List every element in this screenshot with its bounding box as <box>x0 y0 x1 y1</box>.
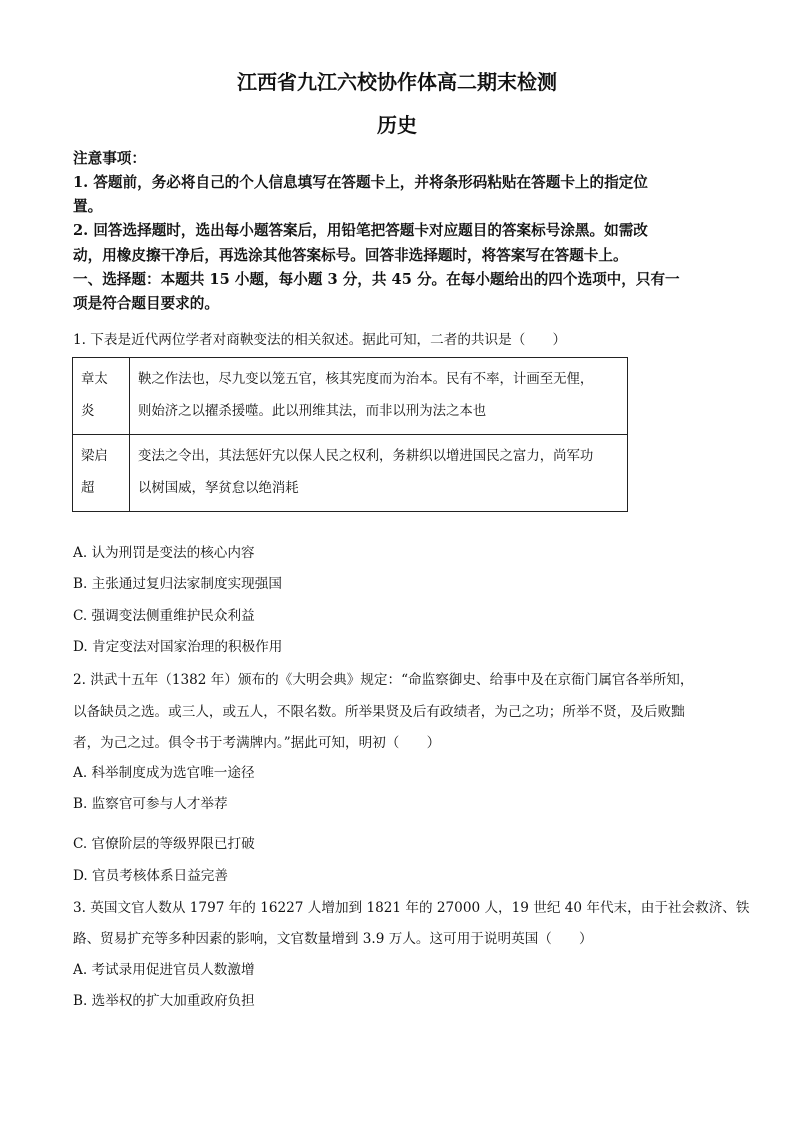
scholar-quote: 变法之令出，其法惩奸宄以保人民之权利，务耕织以增进国民之富力，尚军功 <box>138 449 594 464</box>
question-1-option-c: C. 强调变法侧重维护民众利益 <box>73 608 255 624</box>
question-1-stem: 1. 下表是近代两位学者对商鞅变法的相关叙述。据此可知，二者的共识是（ ） <box>73 332 567 348</box>
exam-title: 江西省九江六校协作体高二期末检测 <box>237 70 557 94</box>
exam-subject: 历史 <box>377 113 417 137</box>
scholar-name: 梁启 <box>81 449 108 464</box>
notice-item-2-line-2: 动，用橡皮擦干净后，再选涂其他答案标号。回答非选择题时，将答案写在答题卡上。 <box>73 247 628 264</box>
scholar-quote: 则始济之以擢杀援噬。此以刑维其法，而非以刑为法之本也 <box>138 404 487 419</box>
question-1-option-a: A. 认为刑罚是变法的核心内容 <box>73 545 255 561</box>
section-heading-line-1: 一、选择题：本题共 15 小题，每小题 3 分，共 45 分。在每小题给出的四个选项中，只有一 <box>73 271 680 288</box>
question-3-option-b: B. 选举权的扩大加重政府负担 <box>73 993 255 1009</box>
question-3-stem-line-2: 路、贸易扩充等多种因素的影响，文官数量增到 3.9 万人。这可用于说明英国（ ） <box>73 931 593 947</box>
scholar-quote: 鞅之作法也，尽九变以笼五官，核其宪度而为治本。民有不率，计画至无俚， <box>138 372 594 387</box>
scholar-name-cell <box>73 358 130 435</box>
scholar-name: 超 <box>81 481 95 496</box>
scholar-name: 章太 <box>81 372 108 387</box>
scholar-quote: 以树国威，孥贫怠以绝消耗 <box>138 481 299 496</box>
section-heading-line-2: 项是符合题目要求的。 <box>73 295 219 312</box>
question-1-table <box>72 357 628 512</box>
notice-heading: 注意事项： <box>73 150 146 167</box>
question-2-stem-line-2: 以备缺员之选。或三人，或五人，不限名数。所举果贤及后有政绩者，为己之功；所举不贤，及后败黜 <box>73 704 685 720</box>
table-row <box>73 435 628 512</box>
notice-item-1-line-2: 置。 <box>73 198 103 215</box>
scholar-quote-cell <box>130 358 628 435</box>
table-row <box>73 358 628 435</box>
notice-item-1-line-1: 1. 答题前，务必将自己的个人信息填写在答题卡上，并将条形码粘贴在答题卡上的指定位 <box>73 174 648 191</box>
question-2-option-d: D. 官员考核体系日益完善 <box>73 868 228 884</box>
question-2-stem-line-1: 2. 洪武十五年（1382 年）颁布的《大明会典》规定：“命监察御史、给事中及在京衙门属官各举所知， <box>73 672 694 688</box>
question-3-stem-line-1: 3. 英国文官人数从 1797 年的 16227 人增加到 1821 年的 27000 人，19 世纪 40 年代末，由于社会救济、铁 <box>73 900 750 916</box>
question-2-option-b: B. 监察官可参与人才举荐 <box>73 796 228 812</box>
scholar-quote-cell <box>130 435 628 512</box>
question-2-option-a: A. 科举制度成为选官唯一途径 <box>73 765 255 781</box>
question-1-option-d: D. 肯定变法对国家治理的积极作用 <box>73 639 283 655</box>
question-2-option-c: C. 官僚阶层的等级界限已打破 <box>73 836 255 852</box>
question-3-option-a: A. 考试录用促进官员人数激增 <box>73 962 255 978</box>
notice-item-2-line-1: 2. 回答选择题时，选出每小题答案后，用铅笔把答题卡对应题目的答案标号涂黑。如需改 <box>73 222 648 239</box>
question-1-option-b: B. 主张通过复归法家制度实现强国 <box>73 576 282 592</box>
question-2-stem-line-3: 者，为己之过。俱令书于考满牌内。”据此可知，明初（ ） <box>73 735 441 751</box>
scholar-name: 炎 <box>81 404 95 419</box>
scholar-name-cell <box>73 435 130 512</box>
